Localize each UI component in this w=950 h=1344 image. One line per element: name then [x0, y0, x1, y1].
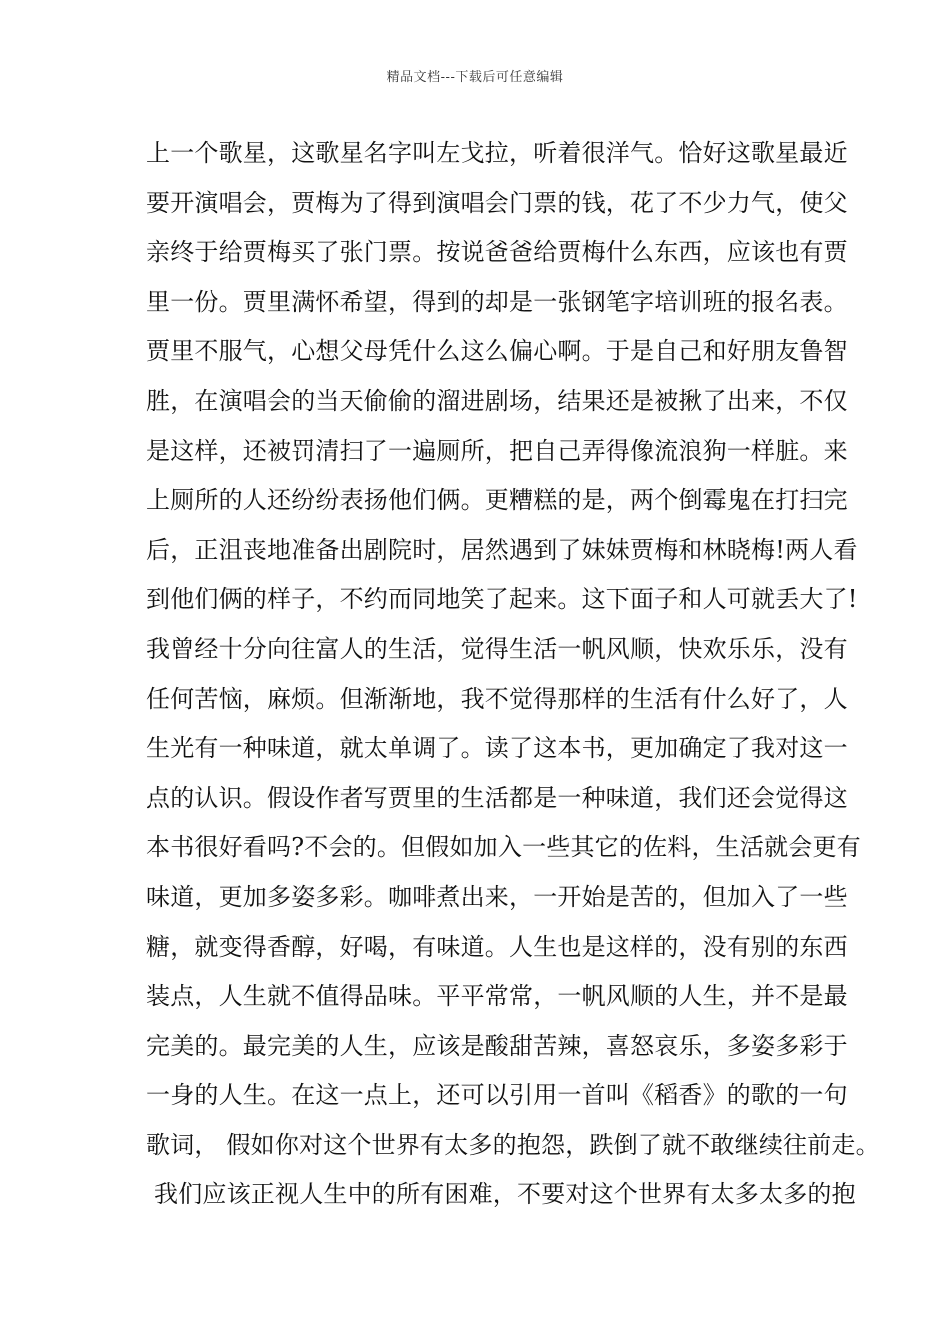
text-line: 装点，人生就不值得品味。平平常常，一帆风顺的人生，并不是最	[146, 982, 848, 1011]
text-line: 上一个歌星，这歌星名字叫左戈拉，听着很洋气。恰好这歌星最近	[146, 139, 848, 167]
text-line: 要开演唱会，贾梅为了得到演唱会门票的钱，花了不少力气，使父	[146, 188, 848, 217]
text-line: 糖，就变得香醇，好喝，有味道。人生也是这样的，没有别的东西	[146, 932, 848, 961]
text-line: 任何苦恼，麻烦。但渐渐地，我不觉得那样的生活有什么好了，人	[146, 684, 848, 713]
text-line: 我曾经十分向往富人的生活，觉得生活一帆风顺，快欢乐乐，没有	[146, 634, 848, 663]
text-line: 一身的人生。在这一点上，还可以引用一首叫《稻香》的歌的一句	[146, 1081, 848, 1110]
text-line: 里一份。贾里满怀希望，得到的却是一张钢笔字培训班的报名表。	[146, 287, 848, 316]
text-line: 胜，在演唱会的当天偷偷的溜进剧场，结果还是被揪了出来，不仅	[146, 386, 848, 415]
text-line: 我们应该正视人生中的所有困难，不要对这个世界有太多太多的抱	[154, 1180, 856, 1209]
text-line: 本书很好看吗?不会的。但假如加入一些其它的佐料，生活就会更有	[146, 833, 861, 862]
text-line: 点的认识。假设作者写贾里的生活都是一种味道，我们还会觉得这	[146, 783, 848, 812]
text-line: 味道，更加多姿多彩。咖啡煮出来，一开始是苦的，但加入了一些	[146, 882, 848, 911]
text-line: 到他们俩的样子，不约而同地笑了起来。这下面子和人可就丢大了!	[146, 585, 858, 614]
body-text	[146, 129, 880, 1220]
text-line: 上厕所的人还纷纷表扬他们俩。更糟糕的是，两个倒霉鬼在打扫完	[146, 486, 848, 515]
text-line: 生光有一种味道，就太单调了。读了这本书，更加确定了我对这一	[146, 734, 848, 763]
text-line: 是这样，还被罚清扫了一遍厕所，把自己弄得像流浪狗一样脏。来	[146, 436, 848, 465]
page-header: 精品文档---下载后可任意编辑	[386, 70, 564, 85]
text-line: 完美的。最完美的人生，应该是酸甜苦辣，喜怒哀乐，多姿多彩于	[146, 1031, 848, 1060]
text-line: 亲终于给贾梅买了张门票。按说爸爸给贾梅什么东西，应该也有贾	[146, 238, 848, 267]
text-line: 歌词， 假如你对这个世界有太多的抱怨，跌倒了就不敢继续往前走。	[146, 1130, 880, 1159]
text-line: 贾里不服气，心想父母凭什么这么偏心啊。于是自己和好朋友鲁智	[146, 337, 848, 366]
text-line: 后，正沮丧地准备出剧院时，居然遇到了妹妹贾梅和林晓梅!两人看	[146, 535, 858, 564]
